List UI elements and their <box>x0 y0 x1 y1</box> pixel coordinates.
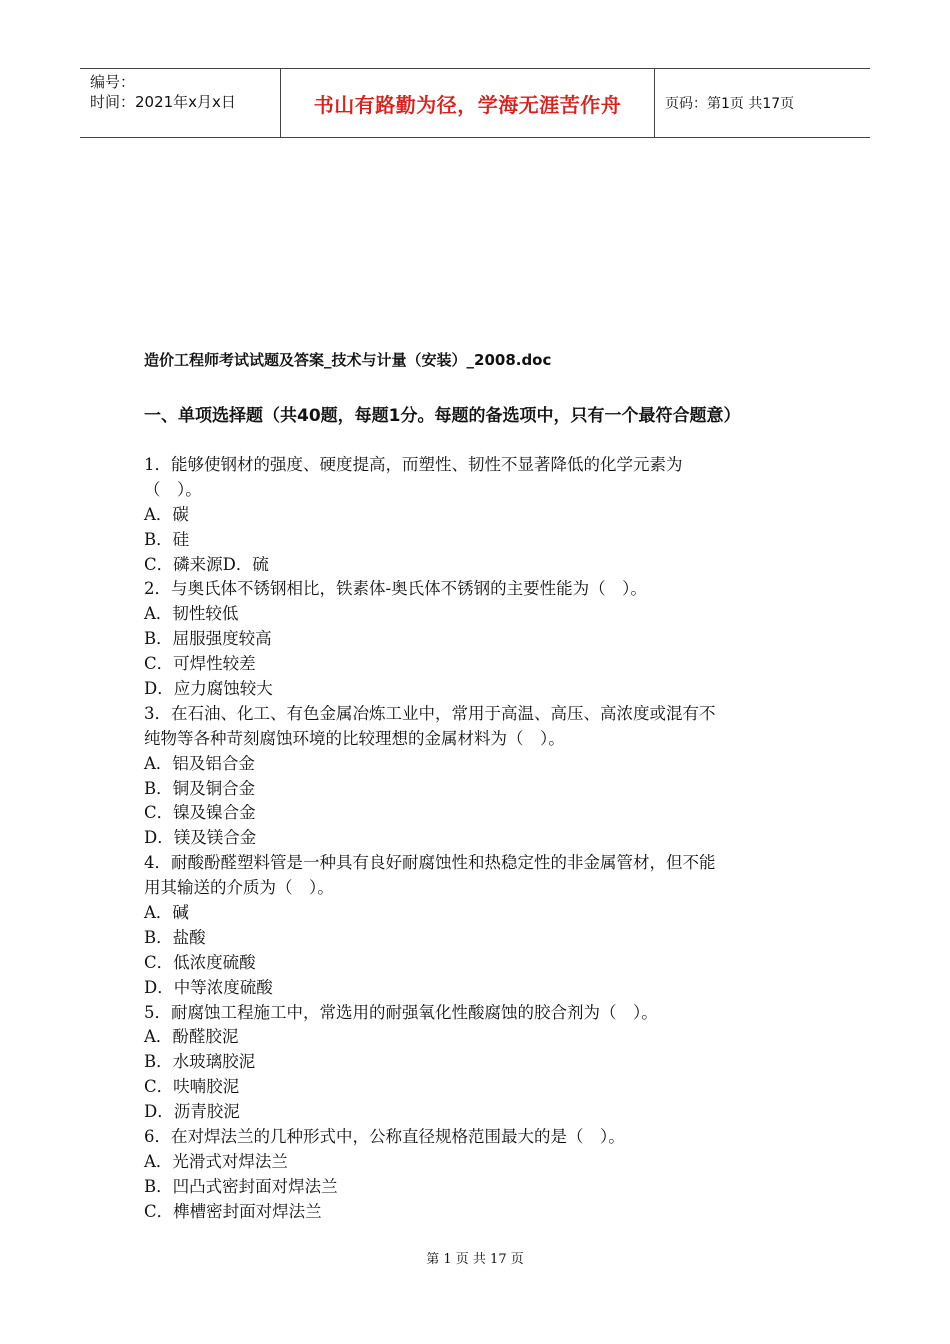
header-motto: 书山有路勤为径，学海无涯苦作舟 <box>281 69 655 137</box>
text-line: C．镍及镍合金 <box>144 803 256 823</box>
document-title: 造价工程师考试试题及答案_技术与计量（安装）_2008.doc <box>144 351 552 369</box>
text-line: A．碱 <box>144 903 189 923</box>
text-line: B．屈服强度较高 <box>144 629 272 649</box>
text-line: B．凹凸式密封面对焊法兰 <box>144 1176 338 1196</box>
header-page-info: 页码：第1页 共17页 <box>665 96 795 112</box>
text-line: A．韧性较低 <box>144 604 239 624</box>
text-line: C．可焊性较差 <box>144 654 256 674</box>
text-line: 1．能够使钢材的强度、硬度提高，而塑性、韧性不显著降低的化学元素为 <box>144 455 683 474</box>
text-line: A．铝及铝合金 <box>144 753 255 773</box>
text-line: C．磷来源D．硫 <box>144 554 269 574</box>
text-line: B．铜及铜合金 <box>144 778 256 798</box>
text-line: （ ）。 <box>144 479 202 499</box>
text-line: 用其输送的介质为（ ）。 <box>144 878 334 898</box>
text-line: D．应力腐蚀较大 <box>144 679 273 699</box>
text-line: 4．耐酸酚醛塑料管是一种具有良好耐腐蚀性和热稳定性的非金属管材，但不能 <box>144 853 716 873</box>
question-list <box>144 453 814 1225</box>
page-footer: 第 1 页 共 17 页 <box>426 1252 524 1267</box>
number-label: 编号： <box>90 73 136 91</box>
text-line: 5．耐腐蚀工程施工中，常选用的耐强氧化性酸腐蚀的胶合剂为（ ）。 <box>144 1002 658 1022</box>
time-label: 时间：2021年x月x日 <box>90 93 236 111</box>
text-line: B．水玻璃胶泥 <box>144 1052 256 1072</box>
text-line: D．沥青胶泥 <box>144 1102 240 1122</box>
text-line: B．硅 <box>144 529 190 549</box>
text-line: 纯物等各种苛刻腐蚀环境的比较理想的金属材料为（ ）。 <box>144 728 565 748</box>
text-line: C．榫槽密封面对焊法兰 <box>144 1201 322 1221</box>
header-meta-cell <box>80 69 281 137</box>
text-line: A．光滑式对焊法兰 <box>144 1151 288 1171</box>
section-heading: 一、单项选择题（共40题，每题1分。每题的备选项中，只有一个最符合题意） <box>144 406 741 426</box>
text-line: C．低浓度硫酸 <box>144 952 256 972</box>
page-header <box>80 68 870 138</box>
text-line: 3．在石油、化工、有色金属冶炼工业中，常用于高温、高压、高浓度或混有不 <box>144 703 716 723</box>
text-line: C．呋喃胶泥 <box>144 1077 240 1097</box>
text-line: A．酚醛胶泥 <box>144 1027 239 1047</box>
text-line: 6．在对焊法兰的几种形式中，公称直径规格范围最大的是（ ）。 <box>144 1127 625 1147</box>
text-line: D．镁及镁合金 <box>144 828 257 848</box>
text-line: B．盐酸 <box>144 927 206 947</box>
text-line: D．中等浓度硫酸 <box>144 977 273 997</box>
text-line: A．碳 <box>144 504 189 524</box>
text-line: 2．与奥氏体不锈钢相比，铁素体-奥氏体不锈钢的主要性能为（ ）。 <box>144 579 647 599</box>
